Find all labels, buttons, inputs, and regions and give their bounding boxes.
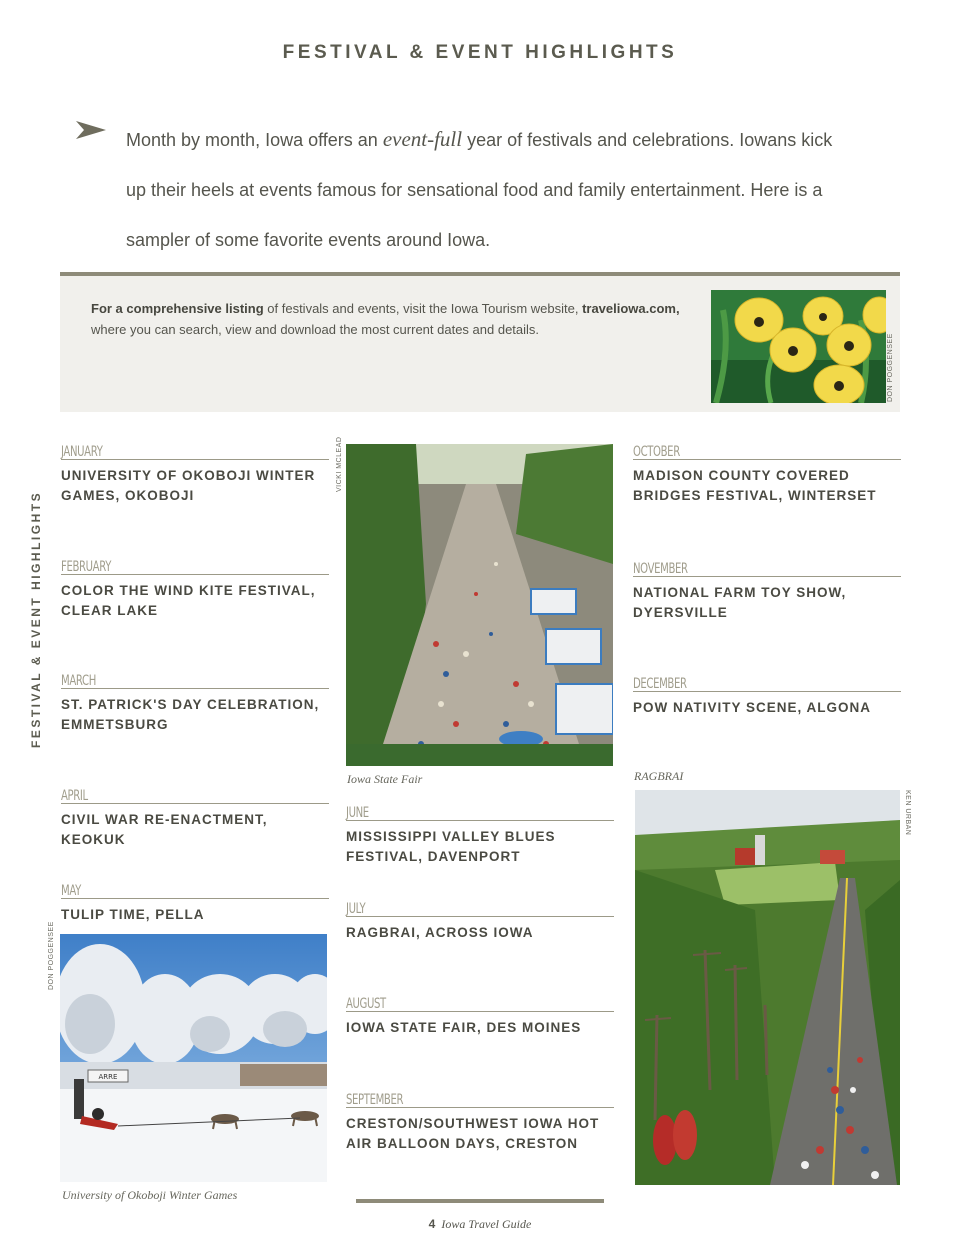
sign-text: ARRE (98, 1073, 118, 1081)
ragbrai-credit: KEN URBAN (904, 790, 911, 836)
ragbrai-photo (635, 790, 900, 1185)
page-number: 4 (428, 1217, 436, 1231)
event-may (61, 882, 329, 925)
ragbrai-caption: RAGBRAI (634, 769, 684, 783)
event-march (61, 672, 329, 735)
footer-rule (356, 1199, 604, 1203)
state-fair-caption: Iowa State Fair (347, 772, 423, 786)
intro-paragraph (126, 114, 846, 265)
publication-name: Iowa Travel Guide (441, 1217, 532, 1231)
event-title: UNIVERSITY OF OKOBOJI WINTER GAMES, OKOBOJI (61, 468, 316, 503)
event-title: POW NATIVITY SCENE, ALGONA (633, 700, 872, 715)
winter-games-credit: DON POGGENSEE (48, 921, 55, 990)
event-october (633, 443, 901, 506)
event-february (61, 558, 329, 621)
month-rule (346, 820, 614, 821)
event-title: NATIONAL FARM TOY SHOW, DYERSVILLE (633, 585, 847, 620)
month-rule (346, 916, 614, 917)
month-label: APRIL (61, 788, 88, 804)
side-section-label: FESTIVAL & EVENT HIGHLIGHTS (29, 490, 43, 748)
page-title: FESTIVAL & EVENT HIGHLIGHTS (282, 42, 678, 63)
event-title: MADISON COUNTY COVERED BRIDGES FESTIVAL, WINTERSET (633, 468, 877, 503)
event-title: COLOR THE WIND KITE FESTIVAL, CLEAR LAKE (61, 583, 316, 618)
intro-emphasis: event-full (382, 127, 463, 151)
tulip-credit: DON POGGENSEE (887, 333, 894, 402)
winter-games-photo (60, 934, 327, 1182)
event-august (346, 995, 614, 1038)
month-label: JUNE (346, 805, 369, 821)
callout-text (91, 298, 691, 340)
event-title: CIVIL WAR RE-ENACTMENT, KEOKUK (61, 812, 268, 847)
month-label: MARCH (61, 673, 96, 689)
winter-games-caption: University of Okoboji Winter Games (62, 1188, 238, 1202)
state-fair-photo (346, 444, 613, 766)
intro-text-1: Month by month, Iowa offers an (126, 130, 383, 150)
event-title: TULIP TIME, PELLA (61, 907, 205, 922)
callout-text-2: where you can search, view and download the most current dates and details. (91, 322, 540, 337)
event-title: IOWA STATE FAIR, DES MOINES (346, 1020, 582, 1035)
month-label: FEBRUARY (61, 559, 112, 575)
event-june (346, 804, 614, 867)
arrow-icon (76, 120, 106, 140)
month-label: NOVEMBER (633, 561, 688, 577)
event-september (346, 1091, 614, 1154)
month-label: DECEMBER (633, 676, 687, 692)
month-label: SEPTEMBER (346, 1092, 404, 1108)
website-link[interactable]: traveliowa.com, (582, 301, 680, 316)
event-july (346, 900, 614, 943)
month-rule (61, 803, 329, 804)
event-december (633, 675, 901, 718)
event-november (633, 560, 901, 623)
month-label: JULY (346, 901, 366, 917)
month-rule (61, 898, 329, 899)
intro-text-2: year of festivals and celebrations. Iowans kick up their heels at events famous for sensational food and family entertainment. Here is a sampler of some favorite events around Iowa. (126, 130, 833, 250)
callout-bold: For a comprehensive listing (91, 301, 264, 316)
event-title: RAGBRAI, ACROSS IOWA (346, 925, 534, 940)
state-fair-credit: VICKI MCLEAD (336, 436, 343, 492)
month-rule (346, 1011, 614, 1012)
event-title: CRESTON/SOUTHWEST IOWA HOT AIR BALLOON DAYS, CRESTON (346, 1116, 600, 1151)
event-january (61, 443, 329, 506)
tulip-photo (711, 290, 886, 403)
month-label: JANUARY (61, 444, 103, 460)
month-rule (61, 688, 329, 689)
month-label: AUGUST (346, 996, 386, 1012)
month-label: MAY (61, 883, 81, 899)
event-title: ST. PATRICK'S DAY CELEBRATION, EMMETSBURG (61, 697, 320, 732)
page-footer (0, 1217, 960, 1232)
event-title: MISSISSIPPI VALLEY BLUES FESTIVAL, DAVENPORT (346, 829, 556, 864)
event-april (61, 787, 329, 850)
month-label: OCTOBER (633, 444, 680, 460)
callout-text-1: of festivals and events, visit the Iowa Tourism website, (263, 301, 583, 316)
